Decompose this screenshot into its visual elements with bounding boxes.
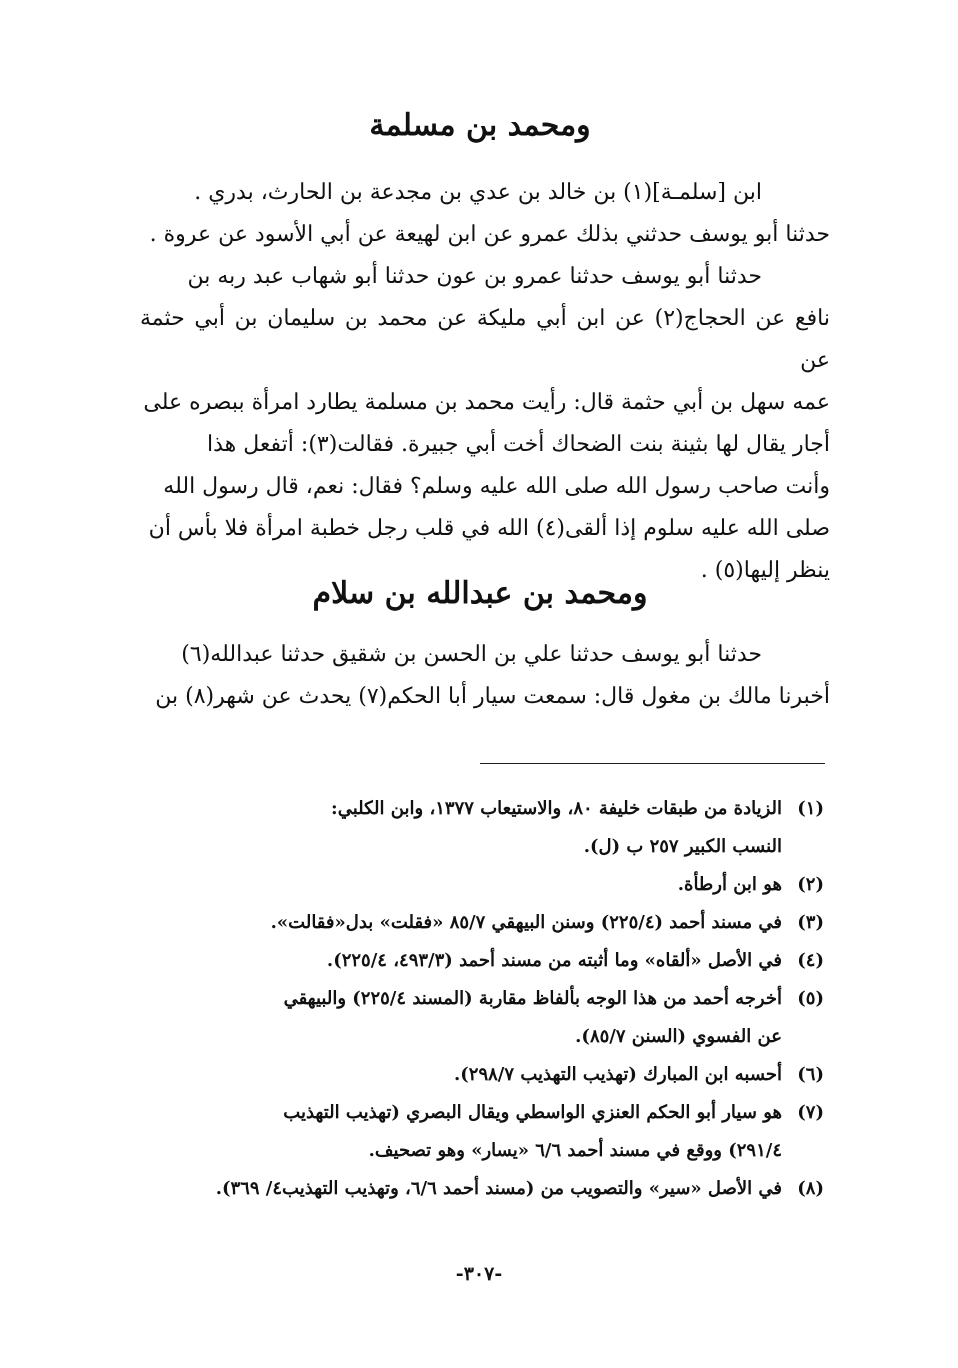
- footnote-text: [112, 1056, 782, 1094]
- footnote-line: أحسبه ابن المبارك (تهذيب التهذيب ٢٩٨/٧).: [454, 1064, 782, 1085]
- footnote-number: (٢): [797, 874, 824, 895]
- footnote-number: (٧): [797, 1102, 824, 1123]
- footnote-5: [112, 980, 824, 1056]
- text-line: أخبرنا مالك بن مغول قال: سمعت سيار أبا الحكم(٧) يحدث عن شهر(٨) بن: [155, 684, 830, 709]
- footnote-number: (٣): [797, 912, 824, 933]
- footnote-4: [112, 942, 824, 980]
- footnote-text: [112, 866, 782, 904]
- footnote-3: [112, 904, 824, 942]
- footnote-text: [112, 942, 782, 980]
- section-body-muhammad-ibn-maslama: [140, 172, 830, 592]
- text-line: حدثنا أبو يوسف حدثنا علي بن الحسن بن شقيق حدثنا عبدالله(٦): [181, 642, 762, 667]
- footnote-number: (١): [797, 798, 824, 819]
- footnote-8: [112, 1170, 824, 1208]
- footnote-text: [112, 790, 782, 866]
- footnote-1: [112, 790, 824, 866]
- footnote-line: ٢٩١/٤) ووقع في مسند أحمد ٦/٦ «يسار» وهو تصحيف.: [368, 1140, 782, 1161]
- footnote-line: عن الفسوي (السنن ٨٥/٧).: [575, 1026, 782, 1047]
- footnote-2: [112, 866, 824, 904]
- footnote-number: (٦): [797, 1064, 824, 1085]
- footnotes: [112, 790, 824, 1208]
- footnote-number: (٤): [797, 950, 824, 971]
- text-line: حدثنا أبو يوسف حدثنا عمرو بن عون حدثنا أبو شهاب عبد ربه بن: [187, 264, 762, 289]
- text-line: نافع عن الحجاج(٢) عن ابن أبي مليكة عن محمد بن سليمان بن أبي حثمة عن: [140, 306, 830, 373]
- section-heading-muhammad-ibn-abdallah-ibn-salam: ومحمد بن عبدالله بن سلام: [312, 576, 648, 611]
- footnote-6: [112, 1056, 824, 1094]
- footnote-line: في الأصل «ألقاه» وما أثبته من مسند أحمد (٤٩٣/٣، ٢٢٥/٤).: [326, 950, 782, 971]
- footnote-line: في الأصل «سير» والتصويب من (مسند أحمد ٦/٦، وتهذيب التهذيب٤/ ٣٦٩).: [215, 1178, 782, 1199]
- footnote-line: أخرجه أحمد من هذا الوجه بألفاظ مقاربة (المسند ٢٢٥/٤) والبيهقي: [283, 988, 782, 1009]
- text-line: حدثنا أبو يوسف حدثني بذلك عمرو عن ابن لهيعة عن أبي الأسود عن عروة .: [149, 222, 830, 247]
- footnote-separator: [480, 763, 825, 764]
- text-line: أجار يقال لها بثينة بنت الضحاك أخت أبي جبيرة. فقالت(٣): أتفعل هذا: [207, 432, 830, 457]
- text-line: ابن [سلمـة](١) بن خالد بن عدي بن مجدعة بن الحارث، بدري .: [194, 180, 762, 205]
- footnote-line: في مسند أحمد (٢٢٥/٤) وسنن البيهقي ٨٥/٧ «فقلت» بدل«فقالت».: [270, 912, 782, 933]
- section-body-muhammad-ibn-abdallah-ibn-salam: [140, 634, 830, 718]
- footnote-text: [112, 904, 782, 942]
- footnote-line: الزيادة من طبقات خليفة ٨٠، والاستيعاب ١٣٧٧، وابن الكلبي:: [331, 798, 782, 819]
- footnote-number: (٥): [797, 988, 824, 1009]
- footnote-line: هو ابن أرطأة.: [677, 874, 782, 895]
- section-heading-muhammad-ibn-maslama: ومحمد بن مسلمة: [369, 108, 591, 143]
- footnote-text: [112, 980, 782, 1056]
- footnote-text: [112, 1094, 782, 1170]
- text-line: وأنت صاحب رسول الله صلى الله عليه وسلم؟ فقال: نعم، قال رسول الله: [163, 474, 830, 499]
- footnote-number: (٨): [797, 1178, 824, 1199]
- text-line: صلى الله عليه سلوم إذا ألقى(٤) الله في قلب رجل خطبة امرأة فلا بأس أن: [148, 516, 830, 541]
- footnote-text: [112, 1170, 782, 1208]
- footnote-line: النسب الكبير ٢٥٧ ب (ل).: [583, 836, 782, 857]
- page-number: -٣٠٧-: [455, 1263, 503, 1285]
- text-line: ينظر إليها(٥) .: [700, 558, 830, 583]
- footnote-7: [112, 1094, 824, 1170]
- footnote-line: هو سيار أبو الحكم العنزي الواسطي ويقال البصري (تهذيب التهذيب: [283, 1102, 782, 1123]
- text-line: عمه سهل بن أبي حثمة قال: رأيت محمد بن مسلمة يطارد امرأة ببصره على: [143, 390, 830, 415]
